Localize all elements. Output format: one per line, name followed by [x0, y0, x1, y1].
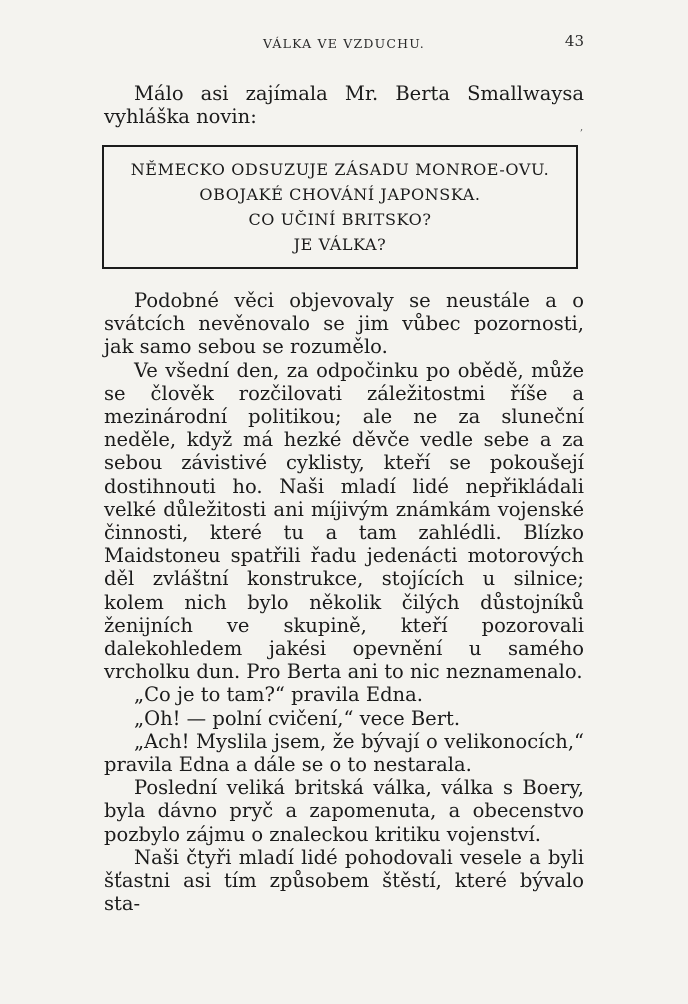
intro-paragraph-block: [104, 82, 584, 128]
headline-line: CO UČINÍ BRITSKO?: [248, 210, 432, 229]
newspaper-headline-box: [102, 145, 578, 269]
body-text: [104, 289, 584, 915]
paragraph: Naši čtyři mladí lidé pohodovali vesele a byli šťastni asi tím způsobem štěstí, které bývalo sta-: [104, 845, 584, 916]
page-number: 43: [564, 32, 584, 50]
paragraph: „Co je to tam?“ pravila Edna.: [134, 683, 423, 707]
intro-paragraph: Málo asi zajímala Mr. Berta Smallwaysa vyhláška novin:: [104, 82, 584, 129]
headline-line: JE VÁLKA?: [293, 235, 387, 254]
paragraph: „Ach! Myslila jsem, že bývají o velikonocích,“ pravila Edna a dále se o to nestarala.: [104, 729, 584, 777]
paragraph: Poslední veliká britská válka, válka s Boery, byla dávno pryč a zapomenuta, a obecenstvo pozbylo zájmu o znaleckou kritiku vojenství.: [104, 776, 584, 846]
headline-line: OBOJAKÉ CHOVÁNÍ JAPONSKA.: [199, 185, 481, 204]
paragraph: „Oh! — polní cvičení,“ vece Bert.: [134, 706, 461, 730]
running-title: VÁLKA VE VZDUCHU.: [263, 36, 425, 51]
paragraph: Ve všední den, za odpočinku po obědě, může se člověk rozčilovati záležitostmi říše a mezinárodní politikou; ale ne za sluneční neděle, když má hezké děvče vedle sebe a za sebou závistivé cyklisty, kteří se pokoušejí dostihnouti ho. Naši mladí lidé nepřikládali velké důležitosti ani míjivým známkám vojenské činnosti, které tu a tam zahlédli. Blízko Maidstoneu spatřili řadu jedenácti motorových děl zvláštní konstrukce, stojících u silnice; kolem nich bylo několik čilých důstojníků ženijních ve skupině, kteří pozorovali dalekohledem jakési opevnění u samého vrcholku dun. Pro Berta ani to nic neznamenalo.: [104, 358, 584, 684]
headline-line: NĚMECKO ODSUZUJE ZÁSADU MONROE-OVU.: [130, 160, 550, 179]
print-speck: ,: [580, 122, 584, 133]
paragraph: Podobné věci objevovaly se neustále a o svátcích nevěnovalo se jim vůbec pozornosti, jak samo sebou se rozumělo.: [104, 289, 584, 359]
